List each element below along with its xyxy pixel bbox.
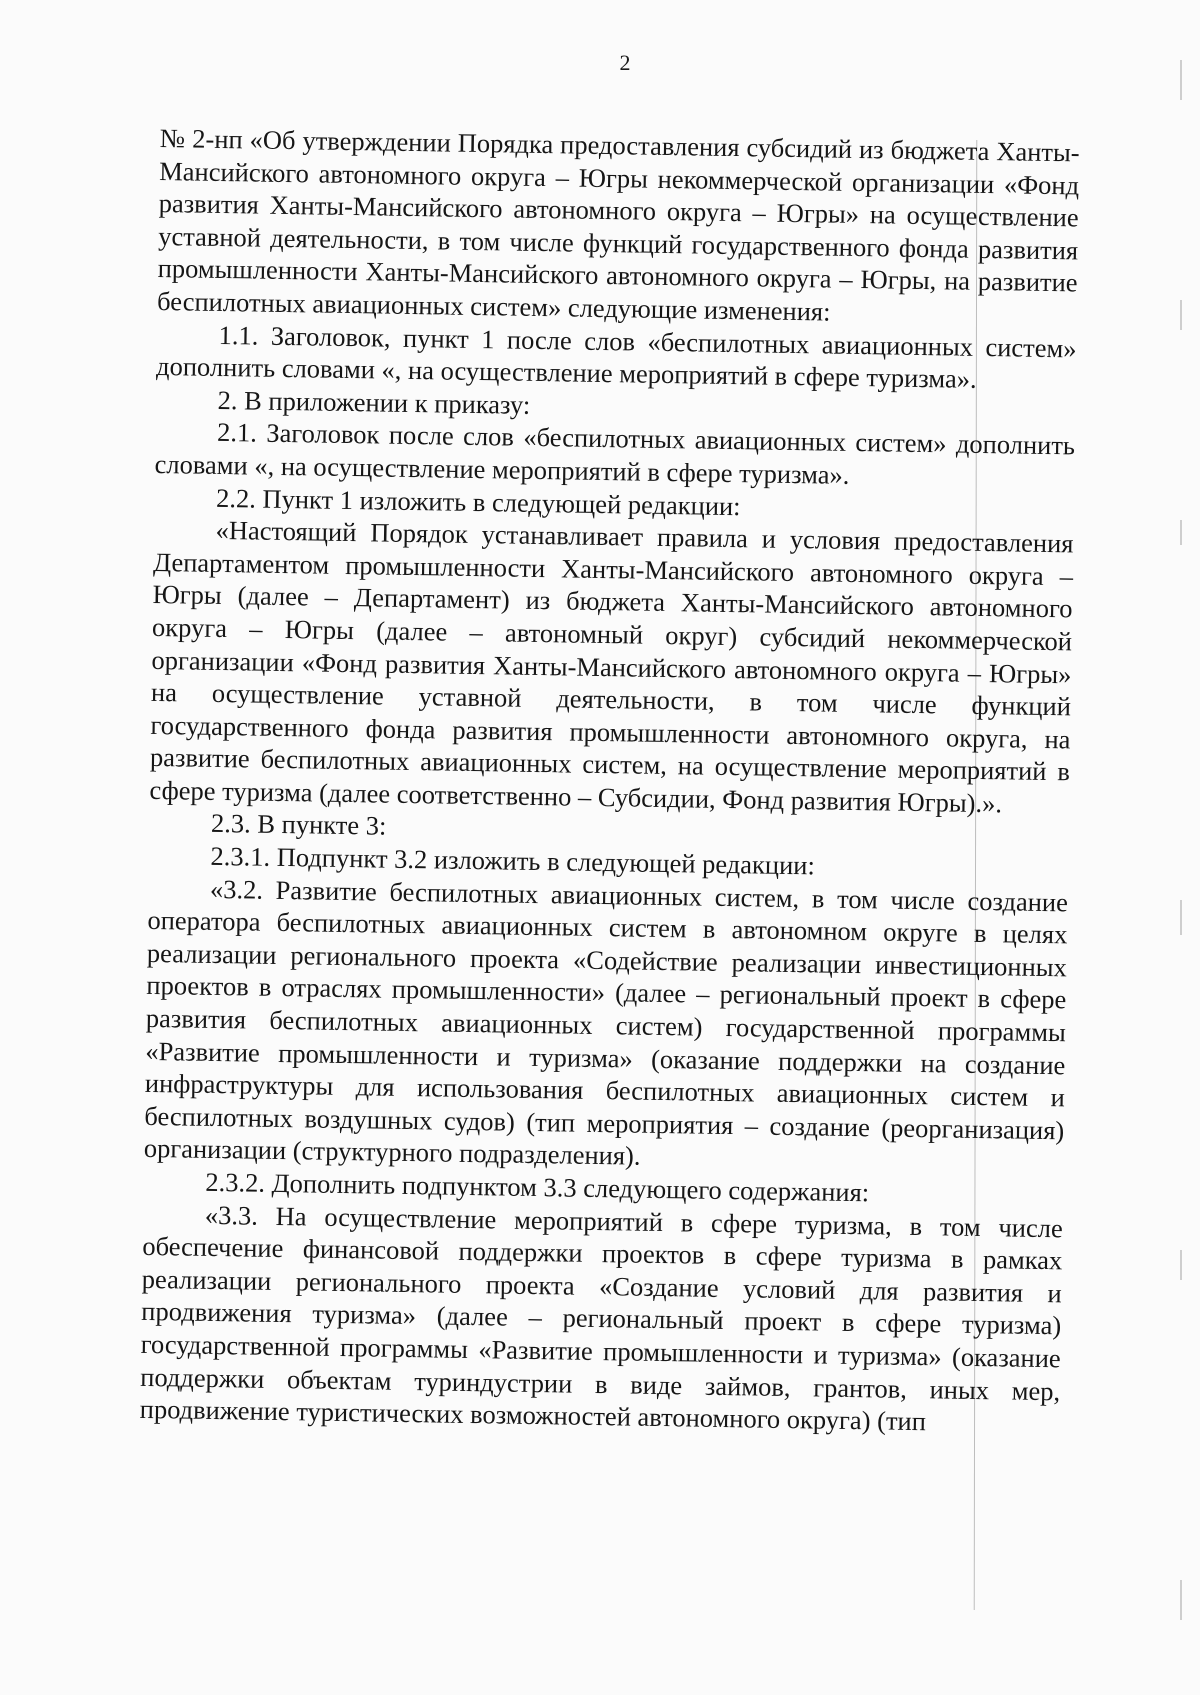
paragraph: 2.1. Заголовок после слов «беспилотных авиационных систем» дополнить словами «, на осуществление мероприятий в сфере туризма». [154,417,1076,490]
paragraph: 2.3. В пункте 3: [210,808,387,842]
paragraph: 2.2. Пункт 1 изложить в следующей редакции: [215,482,741,521]
paragraph: «Настоящий Порядок устанавливает правила и условия предоставления Департаментом промышленности Ханты-Мансийского автономного округа – Югры (далее – Департамент) из бюджета Ханты-Мансийского автономного округа – Югры (далее – автономный округ) субсидий некоммерческой организации «Фонд развития Ханты-Мансийского автономного округа – Югры» на осуществление уставной деятельности, в том числе функций государственного фонда развития промышленности автономного округа, на развитие беспилотных авиационных систем, на осуществление мероприятий в сфере туризма (далее соответственно – Субсидии, Фонд развития Югры).». [149,515,1074,819]
paragraph: 2. В приложении к приказу: [217,384,531,420]
paragraph: «3.2. Развитие беспилотных авиационных систем, в том числе создание оператора беспилотных авиационных систем в автономном округе в целях реализации регионального проекта «Содействие реализации инвестиционных проектов в отраслях промышленности» (далее – региональный проект в сфере развития беспилотных авиационных систем) государственной программы «Развитие промышленности и туризма» (оказание поддержки на создание инфраструктуры для использования беспилотных авиационных систем и беспилотных воздушных судов) (тип мероприятия – создание (реорганизация) организации (структурного подразделения). [143,873,1069,1172]
scan-edge-mark [1180,900,1182,935]
scan-edge-mark [1180,300,1182,330]
paragraph: «3.3. На осуществление мероприятий в сфере туризма, в том числе обеспечение финансовой поддержки проектов в сфере туризма в рамках реализации регионального проекта «Создание условий для развития и продвижения туризма» (далее – региональный проект в сфере туризма) государственной программы «Развитие промышленности и туризма» (оказание поддержки объектам туриндустрии в виде займов, грантов, иных мер, продвижение туристических возможностей автономного округа) (тип [139,1199,1063,1437]
scan-edge-mark [1180,60,1182,100]
paragraph: 1.1. Заголовок, пункт 1 после слов «беспилотных авиационных систем» дополнить словами «, на осуществление мероприятий в сфере туризма». [155,319,1077,395]
scan-edge-mark [1180,1250,1182,1280]
paragraph: 2.3.1. Подпункт 3.2 изложить в следующей редакции: [210,840,816,881]
paragraph: № 2-нп «Об утверждении Порядка предоставления субсидий из бюджета Ханты-Мансийского автономного округа – Югры некоммерческой организации «Фонд развития Ханты-Мансийского автономного округа – Югры» на осуществление уставной деятельности, в том числе функций государственного фонда развития промышленности Ханты-Мансийского автономного округа – Югры, на развитие беспилотных авиационных систем» следующие изменения: [156,122,1080,327]
document-body [140,122,1080,1440]
paragraph: 2.3.2. Дополнить подпунктом 3.3 следующего содержания: [205,1166,870,1208]
page-number: 2 [619,50,631,75]
scan-edge-mark [1180,1580,1182,1620]
scan-edge-mark [1180,520,1182,545]
